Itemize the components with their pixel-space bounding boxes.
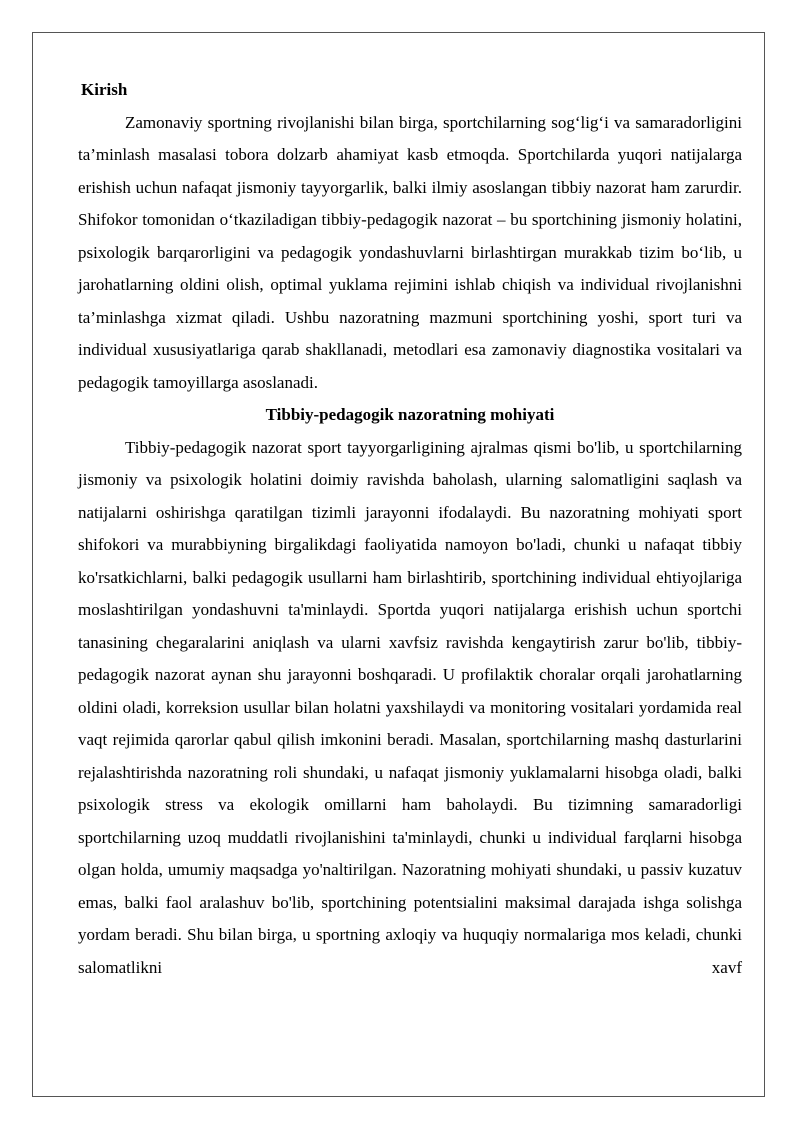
document-body <box>78 74 742 984</box>
heading-intro: Kirish <box>81 80 128 99</box>
heading-essence: Tibbiy-pedagogik nazoratning mohiyati <box>265 405 555 424</box>
intro-paragraph: Zamonaviy sportning rivojlanishi bilan birga, sportchilarning sog‘lig‘i va samaradorligini ta’minlash masalasi tobora dolzarb ahamiyat kasb etmoqda. Sportchilarda yuqori natijalarga erishish uchun nafaqat jismoniy tayyorgarlik, balki ilmiy asoslangan tibbiy nazorat ham zarurdir. Shifokor tomonidan o‘tkaziladigan tibbiy-pedagogik nazorat – bu sportchining jismoniy holatini, psixologik barqarorligini va pedagogik yondashuvlarni birlashtirgan murakkab tizim bo‘lib, u jarohatlarning oldini olish, optimal yuklama rejimini ishlab chiqish va individual rivojlanishni ta’minlashga xizmat qiladi. Ushbu nazoratning mazmuni sportchining yoshi, sport turi va individual xususiyatlariga qarab shakllanadi, metodlari esa zamonaviy diagnostika vositalari va pedagogik tamoyillarga asoslanadi. <box>78 112 742 392</box>
essence-paragraph: Tibbiy-pedagogik nazorat sport tayyorgarligining ajralmas qismi bo'lib, u sportchilarning jismoniy va psixologik holatini doimiy ravishda baholash, ularning salomatligini saqlash va natijalarni oshirishga qaratilgan tizimli jarayonni ifodalaydi. Bu nazoratning mohiyati sport shifokori va murabbiyning birgalikdagi faoliyatida namoyon bo'ladi, chunki u nafaqat tibbiy ko'rsatkichlarni, balki pedagogik usullarni ham birlashtirib, sportchining individual ehtiyojlariga moslashtirilgan yondashuvni ta'minlaydi. Sportda yuqori natijalarga erishish uchun sportchi tanasining chegaralarini aniqlash va ularni xavfsiz ravishda kengaytirish zarur bo'lib, tibbiy-pedagogik nazorat aynan shu jarayonni boshqaradi. U profilaktik choralar orqali jarohatlarning oldini oladi, korreksion usullar bilan holatni yaxshilaydi va monitoring vositalari yordamida real vaqt rejimida qarorlar qabul qilish imkonini beradi. Masalan, sportchilarning mashq dasturlarini rejalashtirishda nazoratning roli shundaki, u nafaqat jismoniy yuklamalarni hisobga oladi, balki psixologik stress va ekologik omillarni ham baholaydi. Bu tizimning samaradorligi sportchilarning uzoq muddatli rivojlanishini ta'minlaydi, chunki u individual farqlarni hisobga olgan holda, umumiy maqsadga yo'naltirilgan. Nazoratning mohiyati shundaki, u passiv kuzatuv emas, balki faol aralashuv bo'lib, sportchining potentsialini maksimal darajada ishga solishga yordam beradi. Shu bilan birga, u sportning axloqiy va huquqiy normalariga mos keladi, chunki salomatlikni xavf <box>78 437 742 977</box>
